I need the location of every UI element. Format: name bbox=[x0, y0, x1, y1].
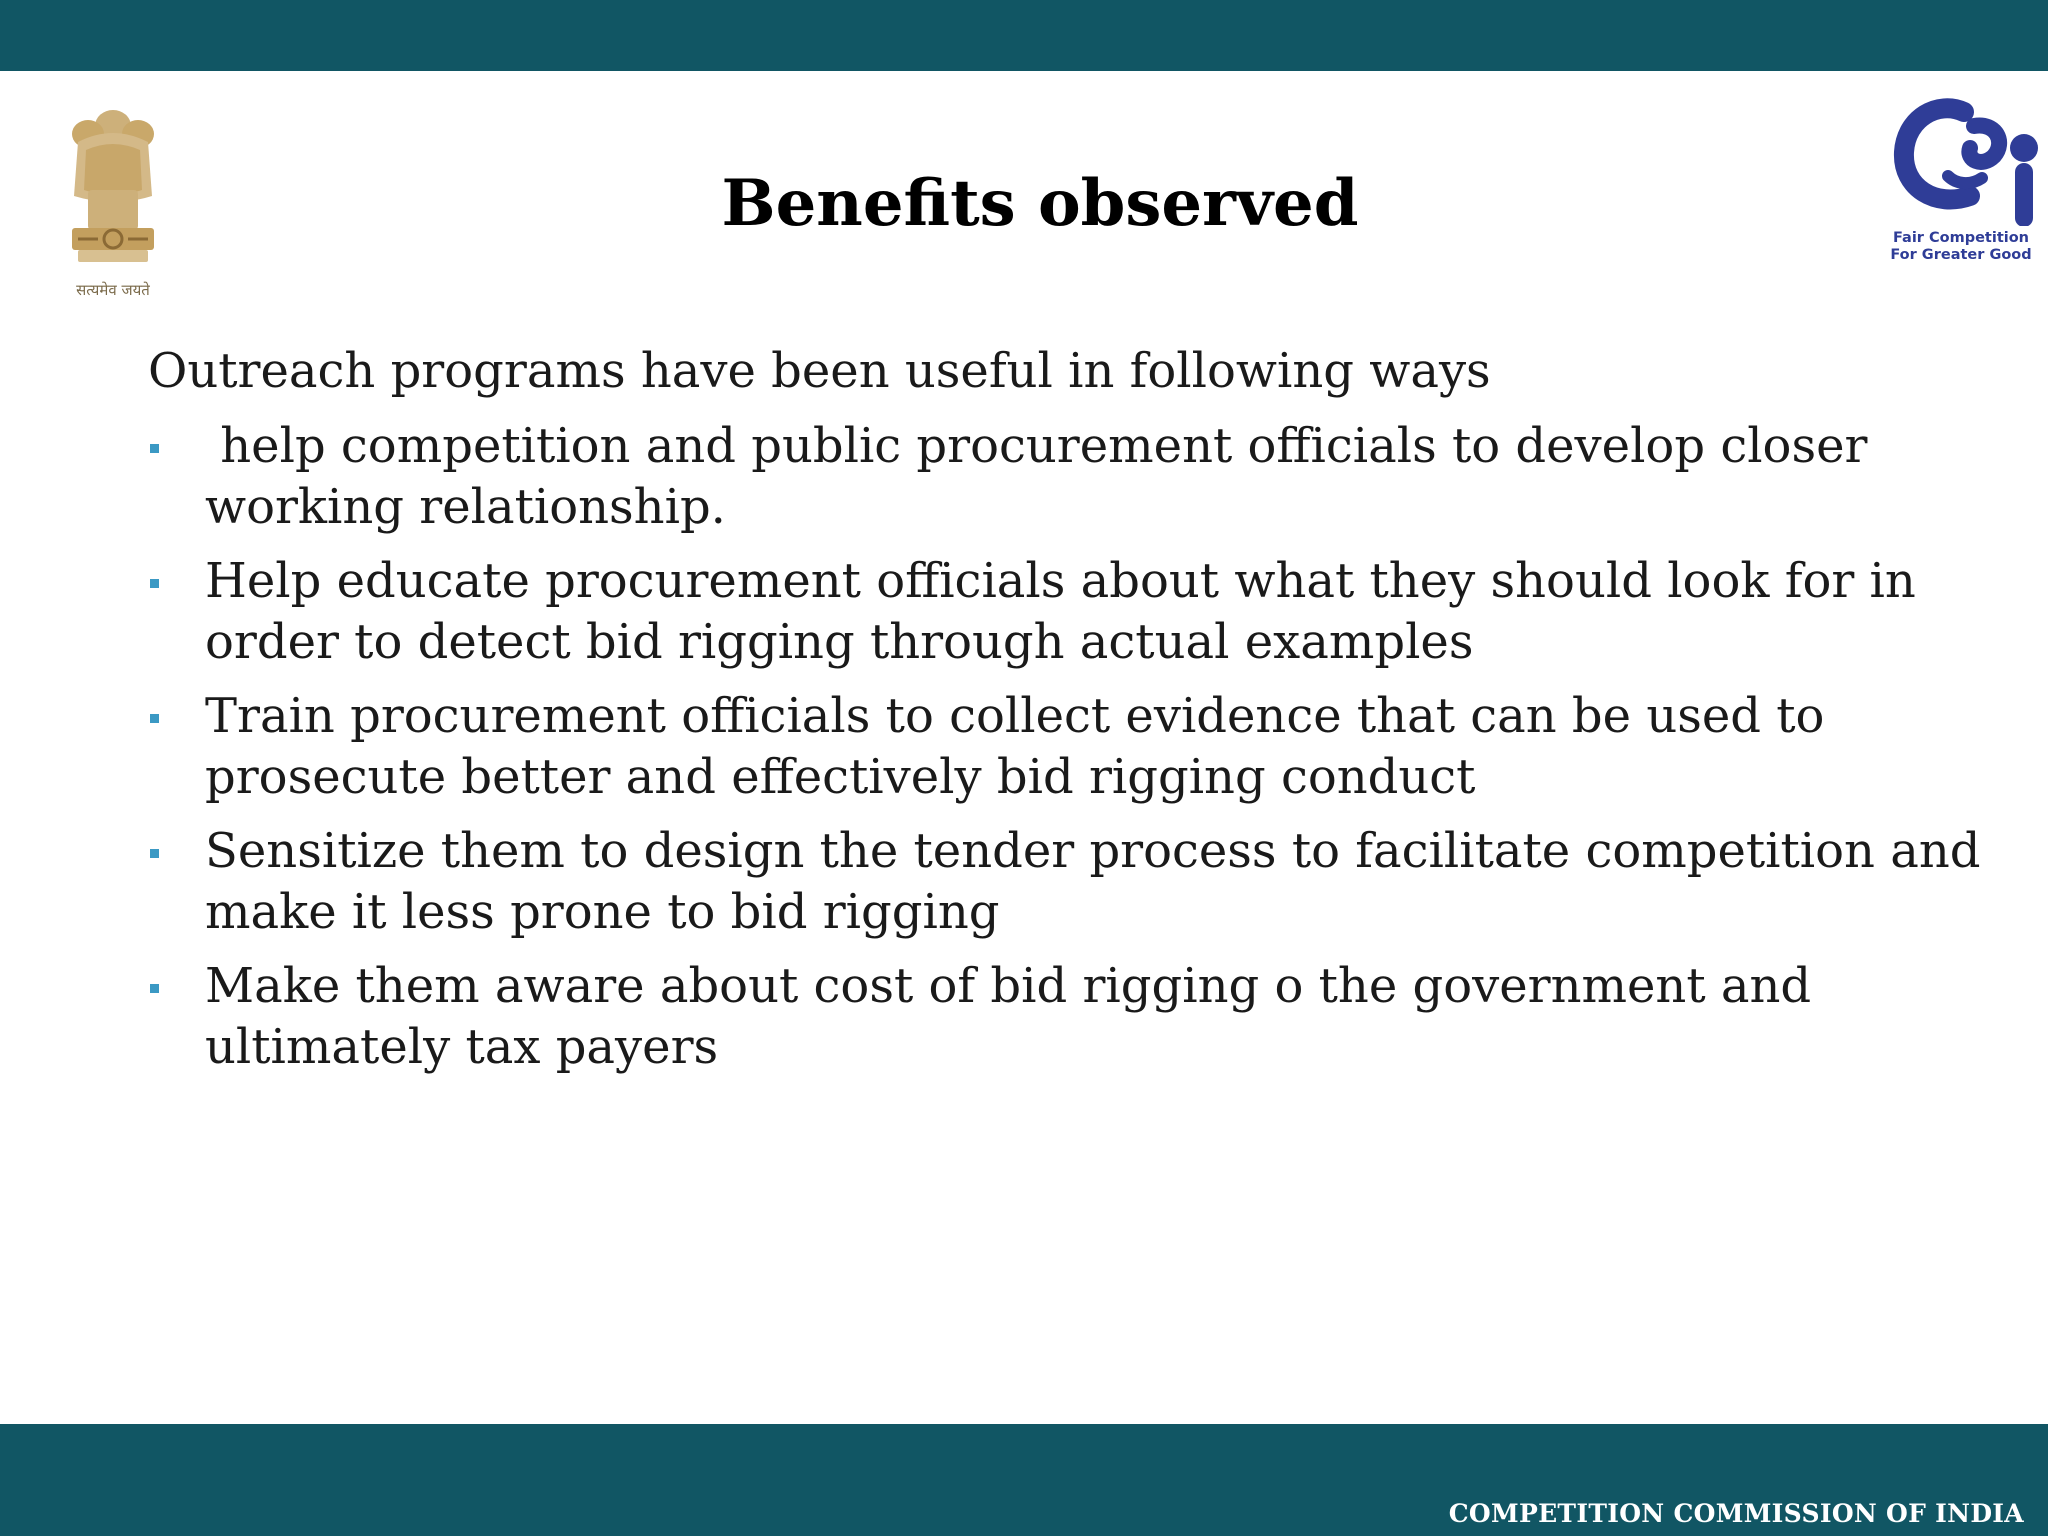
emblem-motto: सत्यमेव जयते bbox=[76, 281, 150, 299]
bullet-text: help competition and public procurement officials to develop closer working relationship. bbox=[205, 418, 1883, 535]
bullet-text: Train procurement officials to collect evidence that can be used to prosecute better and effectively bid rigging conduct bbox=[205, 688, 1825, 805]
square-bullet-icon bbox=[150, 984, 159, 993]
intro-text: Outreach programs have been useful in following ways bbox=[148, 343, 1491, 399]
footer-banner bbox=[0, 1424, 2048, 1536]
slide-title: Benefits observed bbox=[721, 166, 1359, 241]
top-banner bbox=[0, 0, 2048, 71]
bullet-list bbox=[148, 416, 2028, 1091]
cci-tagline-line2: For Greater Good bbox=[1890, 247, 2032, 263]
square-bullet-icon bbox=[150, 714, 159, 723]
bullet-item bbox=[148, 551, 2028, 673]
square-bullet-icon bbox=[150, 444, 159, 453]
bullet-text: Sensitize them to design the tender process to facilitate competition and make it less prone to bid rigging bbox=[205, 823, 1981, 940]
cci-tagline-line1: Fair Competition bbox=[1892, 230, 2030, 246]
bullet-item bbox=[148, 686, 2028, 808]
bullet-text: Make them aware about cost of bid rigging o the government and ultimately tax payers bbox=[205, 958, 1812, 1075]
square-bullet-icon bbox=[150, 849, 159, 858]
bullet-item bbox=[148, 821, 2028, 943]
bullet-item bbox=[148, 956, 2028, 1078]
square-bullet-icon bbox=[150, 579, 159, 588]
bullet-text: Help educate procurement officials about what they should look for in order to detect bid rigging through actual examples bbox=[205, 553, 1916, 670]
footer-organization: COMPETITION COMMISSION OF INDIA bbox=[1448, 1499, 2024, 1528]
bullet-item bbox=[148, 416, 2028, 538]
